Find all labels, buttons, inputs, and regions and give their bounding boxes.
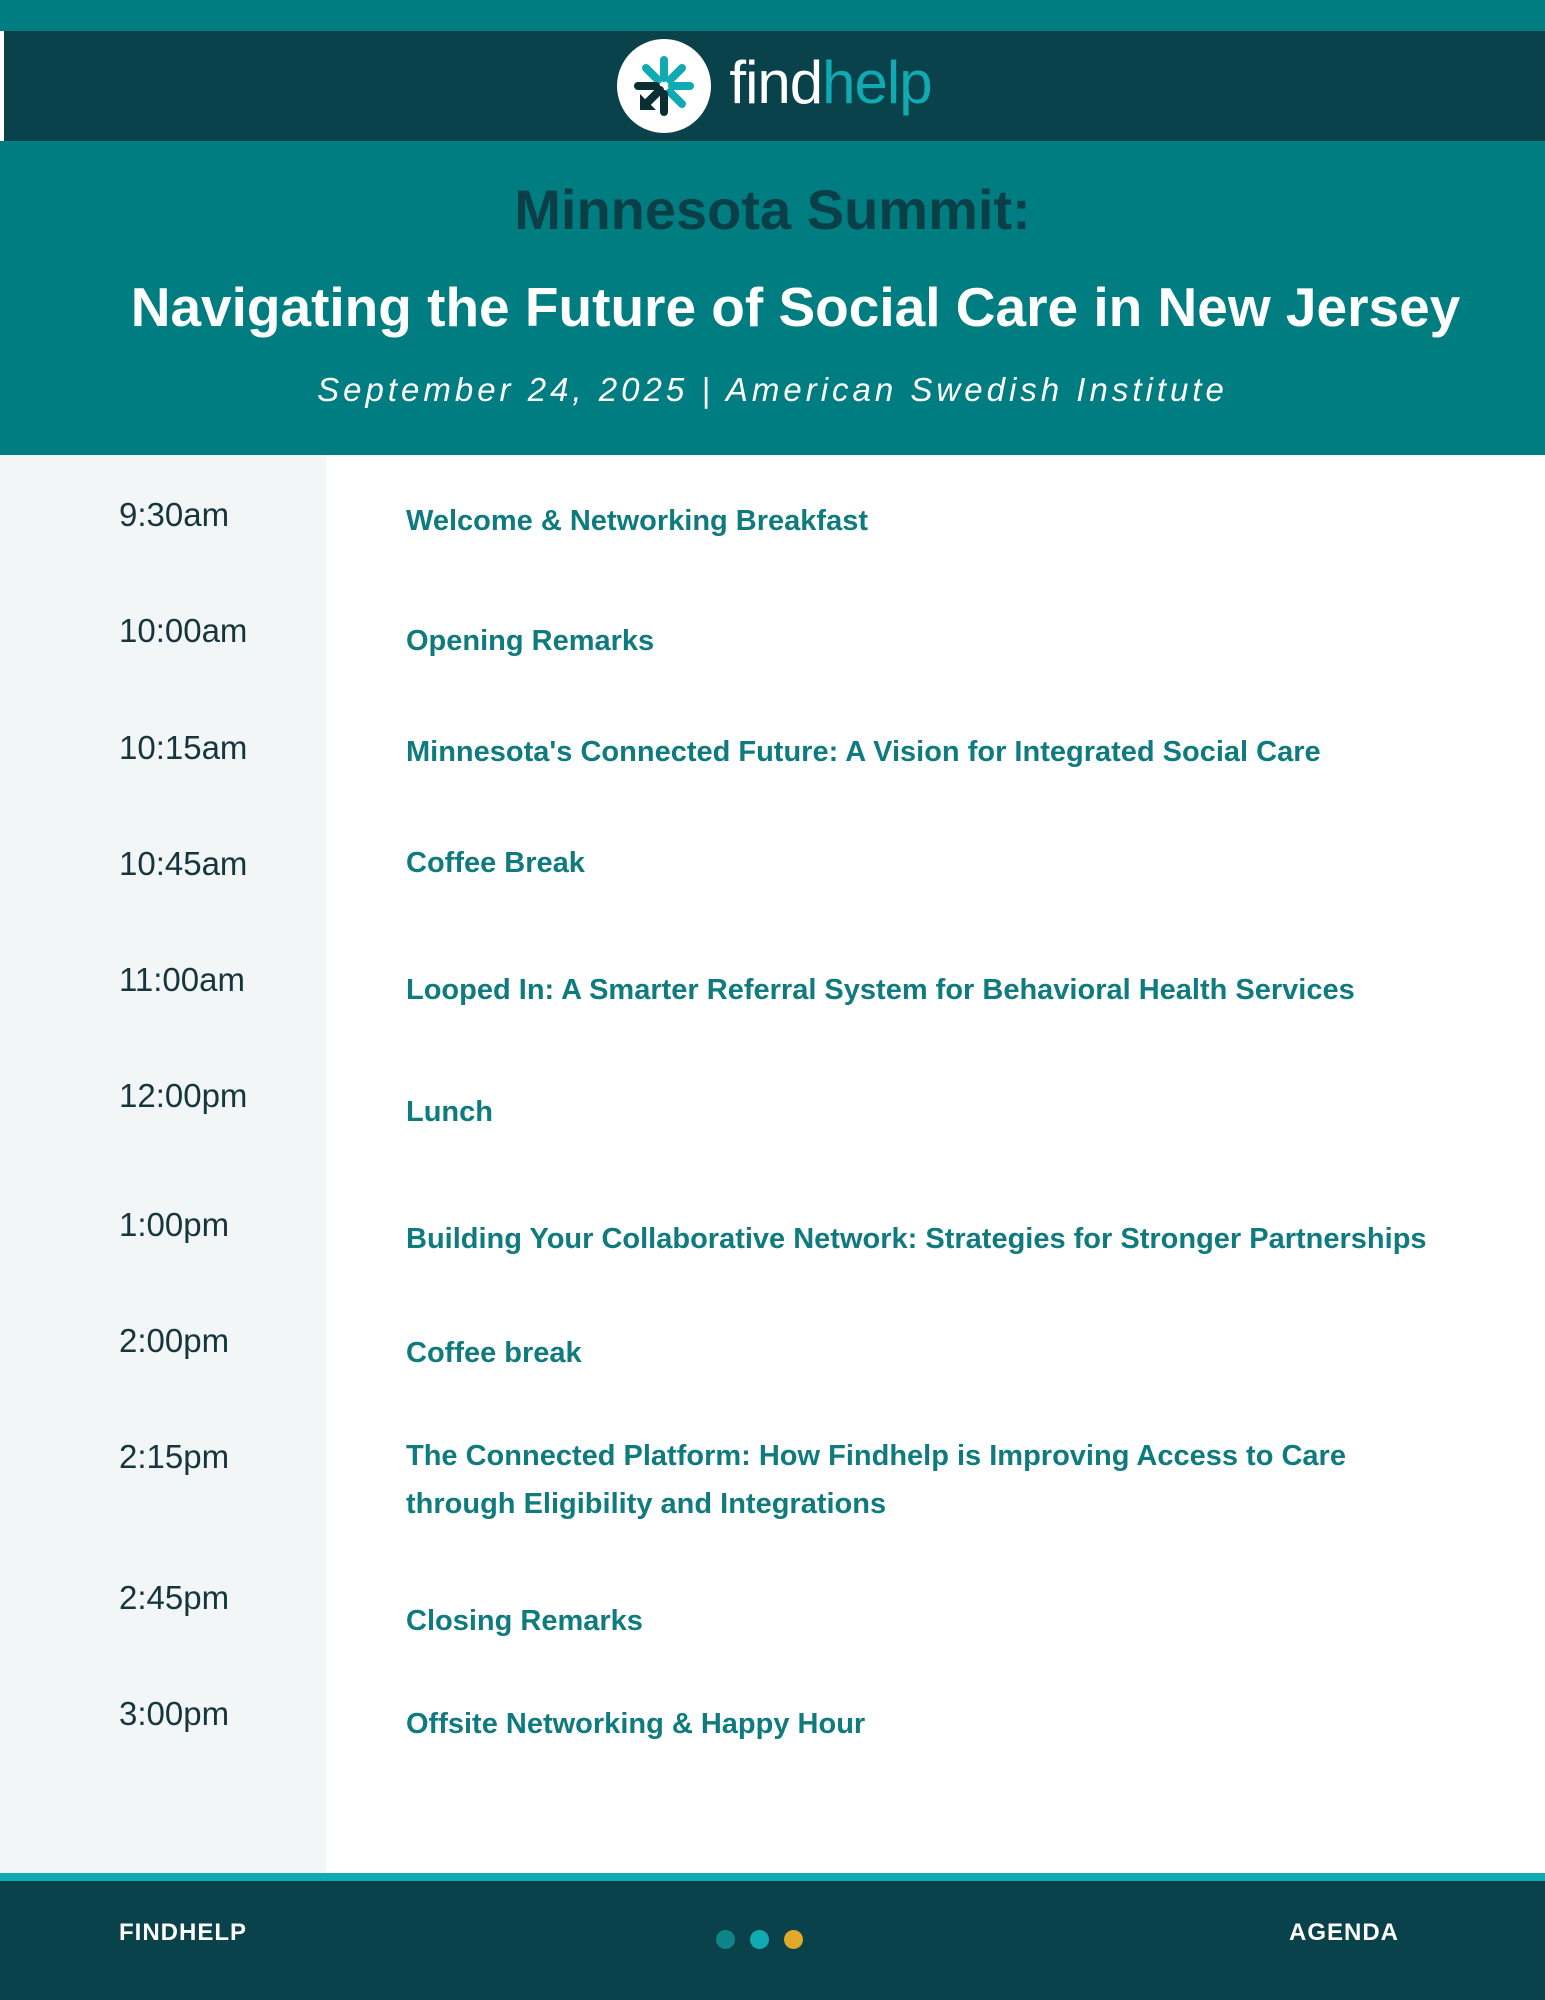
agenda-time: 2:15pm [119,1438,230,1475]
agenda-time: 10:00am [119,612,248,649]
agenda-time: 2:45pm [119,1579,230,1616]
logo-wordmark [729,49,932,116]
agenda-time: 10:15am [119,729,248,766]
footer-brand: FINDHELP [119,1919,247,1946]
event-date-venue: September 24, 2025 | American Swedish Institute [317,371,1228,408]
page-subtitle-title: Navigating the Future of Social Care in New Jersey [130,276,1461,338]
agenda-list [0,455,1545,1873]
agenda-session: Welcome & Networking Breakfast [406,505,868,537]
asterisk-arrow-icon [617,39,711,133]
footer [0,1881,1545,2000]
agenda-session: Building Your Collaborative Network: Strategies for Stronger Partnerships [406,1223,1427,1255]
footer-dot-icon [750,1930,769,1949]
logo-word-find: find [729,49,823,116]
agenda-time: 9:30am [119,496,230,533]
agenda-session: Coffee break [406,1337,582,1369]
agenda-time: 3:00pm [119,1695,230,1732]
agenda-session: Offsite Networking & Happy Hour [406,1708,866,1740]
footer-dots [716,1930,818,1949]
agenda-time: 10:45am [119,845,248,882]
agenda-session: Lunch [406,1096,493,1128]
agenda-time: 12:00pm [119,1077,248,1114]
footer-dot-icon [784,1930,803,1949]
footer-accent-line [0,1873,1545,1881]
footer-label: AGENDA [1288,1919,1399,1946]
agenda-session: Closing Remarks [406,1605,643,1637]
page-title: Minnesota Summit: [514,178,1031,241]
agenda-session: Minnesota's Connected Future: A Vision for Integrated Social Care [406,736,1321,768]
agenda-time: 11:00am [119,961,245,998]
agenda-time: 2:00pm [119,1322,230,1359]
logo-bar [4,31,1545,141]
agenda-session: Looped In: A Smarter Referral System for Behavioral Health Services [406,974,1355,1006]
top-strip [0,0,1545,31]
agenda-session: Coffee Break [406,847,585,879]
footer-dot-icon [716,1930,735,1949]
agenda-time: 1:00pm [119,1206,230,1243]
logo-word-help: help [822,49,932,116]
agenda-session: The Connected Platform: How Findhelp is Improving Access to Care through Eligibility and Integrations [406,1440,1346,1520]
agenda-session: Opening Remarks [406,625,655,657]
